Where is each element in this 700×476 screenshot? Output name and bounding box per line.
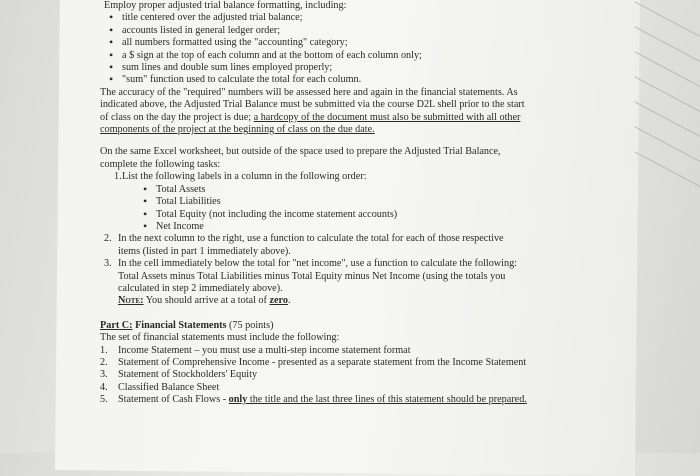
labels-list bbox=[100, 184, 600, 234]
list-item: • title centered over the adjusted trial balance; bbox=[100, 12, 600, 24]
part-c-heading: Part C: Financial Statements (75 points) bbox=[100, 319, 274, 331]
list-item: • "sum" function used to calculate the total for each column. bbox=[100, 74, 600, 86]
note-label: Note: bbox=[118, 295, 144, 307]
list-item: 3. Statement of Stockholders' Equity bbox=[100, 369, 258, 381]
list-item: 1. Income Statement – you must use a multi-step income statement format bbox=[100, 344, 411, 356]
part-c-intro: The set of financial statements must include the following: bbox=[100, 332, 340, 344]
document-text bbox=[100, 0, 600, 407]
list-item: • a $ sign at the top of each column and at the bottom of each column only; bbox=[100, 50, 600, 62]
list-item: 5. Statement of Cash Flows - only the title and the last three lines of this statement should be prepared. bbox=[100, 394, 527, 406]
accuracy-paragraph: The accuracy of the "required" numbers will be assessed here and again in the financial statements. As indicated above, the Adjusted Trial Balance must be submitted via the course D2L shell prior to the start of class on the day the project is due; a hardcopy of the document must also be submitted with all other components of the project at the beginning of class on the due date. bbox=[100, 86, 525, 136]
list-item: • all numbers formatted using the "accounting" category; bbox=[100, 37, 600, 49]
formatting-intro: Employ proper adjusted trial balance formatting, including: bbox=[104, 0, 347, 11]
list-item: • Net Income bbox=[134, 221, 600, 233]
list-item: 4. Classified Balance Sheet bbox=[100, 381, 220, 393]
task-step-2: 2. In the next column to the right, use a function to calculate the total for each of those respective items (listed in part 1 immediately above). bbox=[104, 233, 504, 257]
task-step-3: 3. In the cell immediately below the total for "net income", use a function to calculate the following: Total Assets minus Total Liabilities minus Total Equity minus Net Income (using the totals you calculated in step 2 immediately above). Note: You should arrive at a total of zero. bbox=[104, 258, 517, 307]
task-step-1: 1. List the following labels in a column in the following order: bbox=[114, 171, 367, 183]
list-item: • Total Assets bbox=[134, 184, 600, 196]
zero-emphasis: zero bbox=[269, 295, 288, 307]
list-item: 2. Statement of Comprehensive Income - presented as a separate statement from the Income Statement bbox=[100, 356, 527, 368]
list-item: • sum lines and double sum lines employed properly; bbox=[100, 62, 600, 74]
formatting-list bbox=[100, 12, 600, 86]
list-item: • accounts listed in general ledger order; bbox=[100, 25, 600, 37]
background-paper-edge bbox=[630, 0, 700, 453]
tasks-intro: On the same Excel worksheet, but outside of the space used to prepare the Adjusted Trial Balance, complete the following tasks: bbox=[100, 146, 501, 170]
list-item: • Total Equity (not including the income statement accounts) bbox=[134, 209, 600, 221]
list-item: • Total Liabilities bbox=[134, 196, 600, 208]
